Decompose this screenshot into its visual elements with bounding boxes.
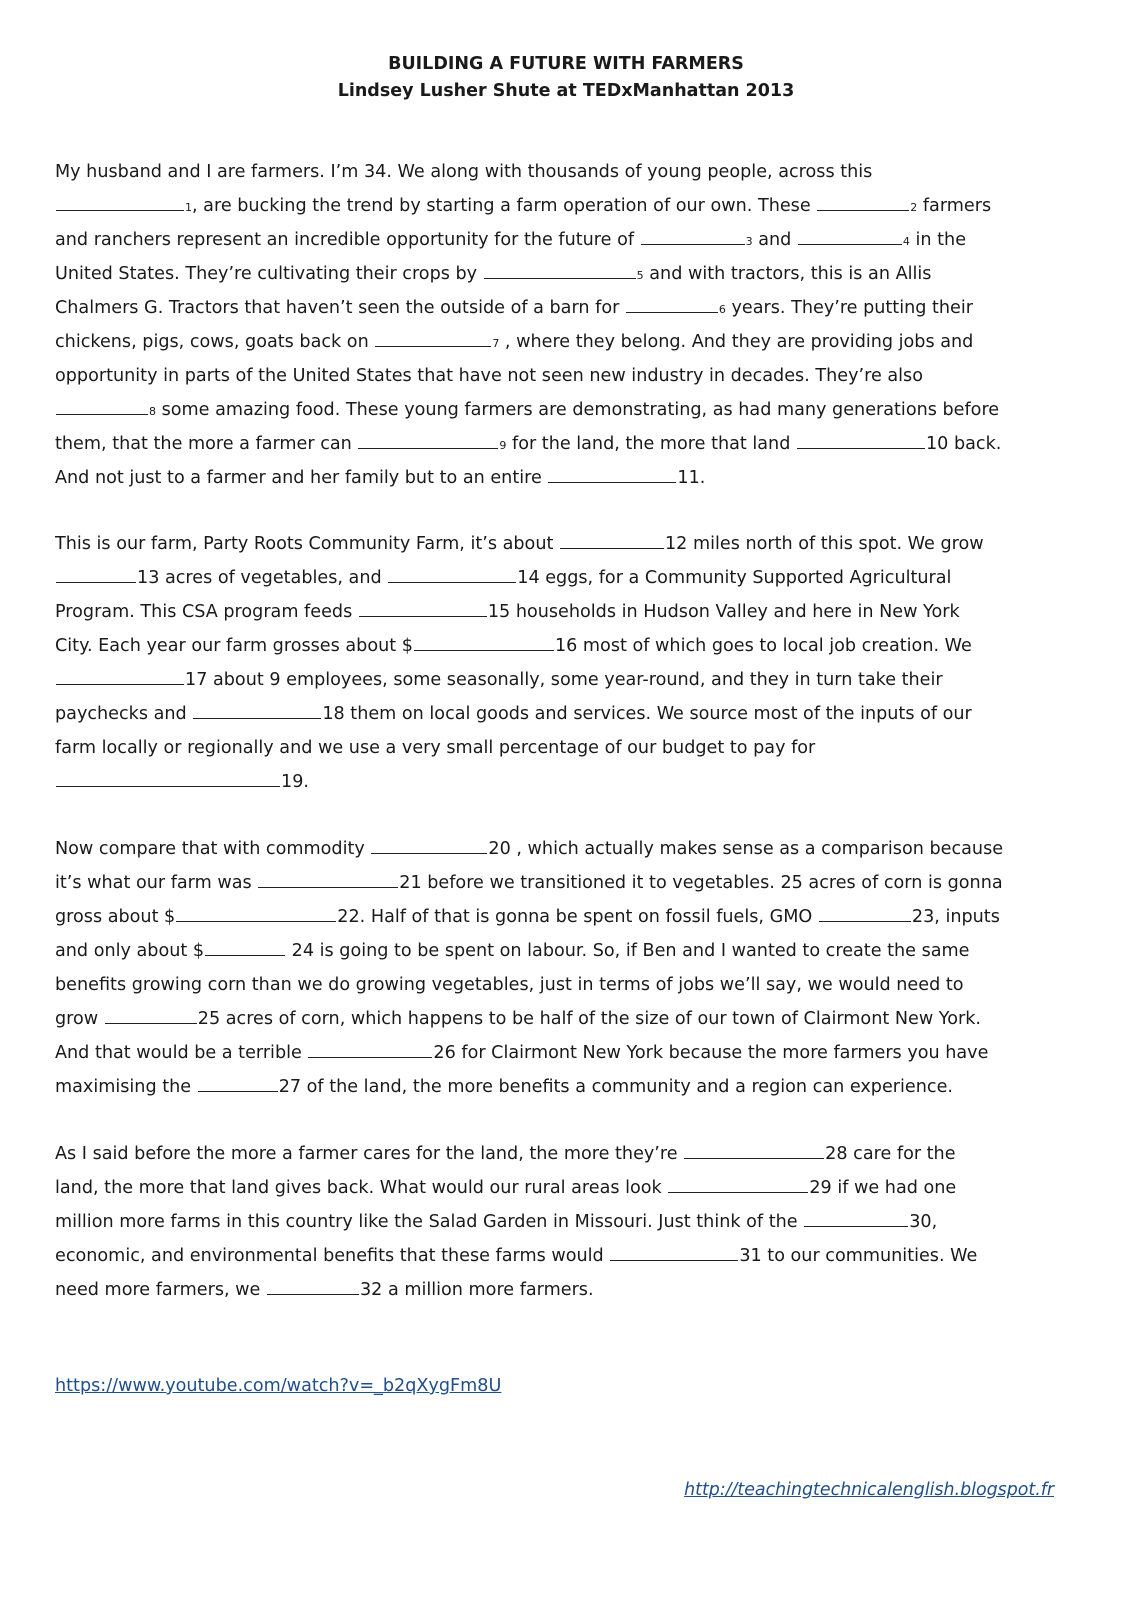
blank-number: 3 (745, 235, 753, 248)
blank-2[interactable] (817, 209, 909, 211)
blog-link[interactable]: http://teachingtechnicalenglish.blogspot.fr (684, 1480, 1054, 1500)
blank-6[interactable] (626, 311, 718, 313)
paragraph-3 (55, 832, 1085, 1104)
text-run: United States. They’re cultivating their crops by (55, 264, 483, 284)
blank-number: 8 (149, 405, 156, 418)
text-line (55, 934, 1085, 968)
blank-20[interactable] (371, 852, 487, 854)
blank-number: 6 (718, 303, 726, 316)
blank-19[interactable] (56, 785, 280, 787)
blank-number: 4 (902, 235, 910, 248)
text-line (55, 189, 1085, 223)
blank-12[interactable] (560, 547, 664, 549)
text-run: opportunity in parts of the United States that have not seen new industry in decades. They’re also (55, 366, 923, 386)
text-run: , where they belong. And they are providing jobs and (499, 332, 974, 352)
text-run: farm locally or regionally and we use a very small percentage of our budget to pay for (55, 738, 816, 758)
text-run: and with tractors, this is an Allis (643, 264, 932, 284)
text-run: land, the more that land gives back. What would our rural areas look (55, 1178, 668, 1198)
text-line (55, 1205, 1085, 1239)
text-run: 23, inputs (911, 907, 1000, 927)
text-run: 26 for Clairmont New York because the more farmers you have (433, 1043, 989, 1063)
blank-3[interactable] (641, 243, 745, 245)
blank-29[interactable] (668, 1191, 808, 1193)
blank-number: 9 (499, 439, 507, 452)
text-line (55, 629, 1085, 663)
text-run: 25 acres of corn, which happens to be half of the size of our town of Clairmont New York. (197, 1009, 981, 1029)
blank-26[interactable] (308, 1056, 432, 1058)
text-run: 11. (677, 468, 706, 488)
text-run: grow (55, 1009, 104, 1029)
text-line (55, 1070, 1085, 1104)
text-line (55, 1239, 1085, 1273)
text-line (55, 663, 1085, 697)
text-run: farmers (917, 196, 992, 216)
blank-25[interactable] (105, 1022, 197, 1024)
blank-number: 7 (492, 337, 500, 350)
blank-1[interactable] (56, 209, 184, 211)
blank-11[interactable] (548, 481, 676, 483)
blank-32[interactable] (267, 1293, 359, 1295)
blank-5[interactable] (484, 277, 636, 279)
text-run: 28 care for the (825, 1144, 956, 1164)
text-run: 18 them on local goods and services. We source most of the inputs of our (322, 704, 972, 724)
blank-21[interactable] (258, 886, 398, 888)
text-run: gross about $ (55, 907, 176, 927)
text-run: and (752, 230, 797, 250)
text-line (55, 257, 1085, 291)
text-line (55, 832, 1085, 866)
blank-23[interactable] (819, 920, 911, 922)
text-line (55, 461, 1085, 495)
text-run: 20 , which actually makes sense as a comparison because (488, 839, 1004, 859)
text-line (55, 697, 1085, 731)
text-run: My husband and I are farmers. I’m 34. We along with thousands of young people, across this (55, 162, 873, 182)
blank-7[interactable] (375, 345, 491, 347)
text-run: And that would be a terrible (55, 1043, 308, 1063)
text-run: million more farms in this country like the Salad Garden in Missouri. Just think of the (55, 1212, 804, 1232)
youtube-link[interactable]: https://www.youtube.com/watch?v=_b2qXygFm8U (55, 1376, 502, 1396)
text-run: 21 before we transitioned it to vegetables. 25 acres of corn is gonna (399, 873, 1003, 893)
blank-8[interactable] (56, 413, 148, 415)
text-run: years. They’re putting their (725, 298, 974, 318)
blank-13[interactable] (56, 581, 136, 583)
text-line (55, 968, 1085, 1002)
text-line (55, 325, 1085, 359)
blank-24[interactable] (205, 954, 285, 956)
text-run: 30, (909, 1212, 938, 1232)
text-line (55, 900, 1085, 934)
text-line (55, 1002, 1085, 1036)
text-run: and ranchers represent an incredible opportunity for the future of (55, 230, 640, 250)
text-run: 22. Half of that is gonna be spent on fossil fuels, GMO (337, 907, 818, 927)
text-line (55, 155, 1085, 189)
text-run: Now compare that with commodity (55, 839, 371, 859)
blank-9[interactable] (358, 447, 498, 449)
text-run: Chalmers G. Tractors that haven’t seen the outside of a barn for (55, 298, 625, 318)
text-run: and only about $ (55, 941, 205, 961)
text-run: And not just to a farmer and her family but to an entire (55, 468, 548, 488)
text-run: 15 households in Hudson Valley and here in New York (487, 602, 960, 622)
text-run: 13 acres of vegetables, and (137, 568, 388, 588)
blank-18[interactable] (193, 717, 321, 719)
blank-number: 1 (185, 201, 192, 214)
text-run: it’s what our farm was (55, 873, 258, 893)
blank-14[interactable] (388, 581, 516, 583)
worksheet-subtitle: Lindsey Lusher Shute at TEDxManhattan 2013 (337, 81, 795, 101)
text-run: chickens, pigs, cows, goats back on (55, 332, 375, 352)
text-run: 16 most of which goes to local job creation. We (554, 636, 972, 656)
text-line (55, 595, 1085, 629)
blank-10[interactable] (797, 447, 925, 449)
blank-17[interactable] (56, 683, 184, 685)
text-line (55, 393, 1085, 427)
text-run: for the land, the more that land (506, 434, 796, 454)
text-run: maximising the (55, 1077, 197, 1097)
blank-31[interactable] (610, 1259, 738, 1261)
text-line (55, 561, 1085, 595)
blank-27[interactable] (198, 1090, 278, 1092)
text-line (55, 527, 1085, 561)
text-run: paychecks and (55, 704, 193, 724)
text-run: 27 of the land, the more benefits a community and a region can experience. (278, 1077, 953, 1097)
blank-15[interactable] (359, 615, 487, 617)
text-run: 31 to our communities. We (739, 1246, 978, 1266)
text-line (55, 291, 1085, 325)
text-run: benefits growing corn than we do growing vegetables, just in terms of jobs we’ll say, we would need to (55, 975, 964, 995)
text-run: 19. (281, 772, 309, 792)
text-run: in the (909, 230, 967, 250)
text-run: , are bucking the trend by starting a farm operation of our own. These (192, 196, 817, 216)
text-line (55, 765, 1085, 799)
paragraph-1 (55, 155, 1085, 495)
blank-number: 2 (910, 201, 918, 214)
text-run: City. Each year our farm grosses about $ (55, 636, 413, 656)
text-line (55, 1171, 1085, 1205)
text-run: 29 if we had one (809, 1178, 957, 1198)
text-run: 10 back. (925, 434, 1002, 454)
text-line (55, 359, 1085, 393)
text-run: 24 is going to be spent on labour. So, if Ben and I wanted to create the same (286, 941, 970, 961)
blank-28[interactable] (684, 1157, 824, 1159)
text-run: 32 a million more farmers. (359, 1280, 594, 1300)
text-run: economic, and environmental benefits that these farms would (55, 1246, 610, 1266)
text-line (55, 427, 1085, 461)
text-line (55, 223, 1085, 257)
blank-30[interactable] (804, 1225, 908, 1227)
paragraph-4 (55, 1137, 1085, 1307)
text-run: them, that the more a farmer can (55, 434, 358, 454)
text-line (55, 731, 1085, 765)
text-run: some amazing food. These young farmers are demonstrating, as had many generations before (156, 400, 1000, 420)
text-line (55, 1273, 1085, 1307)
text-run: As I said before the more a farmer cares for the land, the more they’re (55, 1144, 684, 1164)
text-line (55, 1036, 1085, 1070)
text-run: 17 about 9 employees, some seasonally, some year-round, and they in turn take their (185, 670, 943, 690)
text-run: This is our farm, Party Roots Community Farm, it’s about (55, 534, 559, 554)
paragraph-2 (55, 527, 1085, 799)
text-run: 14 eggs, for a Community Supported Agricultural (517, 568, 952, 588)
text-line (55, 1137, 1085, 1171)
text-run: 12 miles north of this spot. We grow (664, 534, 984, 554)
blank-number: 5 (636, 269, 644, 282)
worksheet-title: BUILDING A FUTURE WITH FARMERS (388, 54, 744, 74)
text-run: need more farmers, we (55, 1280, 266, 1300)
text-run: Program. This CSA program feeds (55, 602, 358, 622)
blank-16[interactable] (414, 649, 554, 651)
blank-22[interactable] (176, 920, 336, 922)
text-line (55, 866, 1085, 900)
blank-4[interactable] (798, 243, 902, 245)
